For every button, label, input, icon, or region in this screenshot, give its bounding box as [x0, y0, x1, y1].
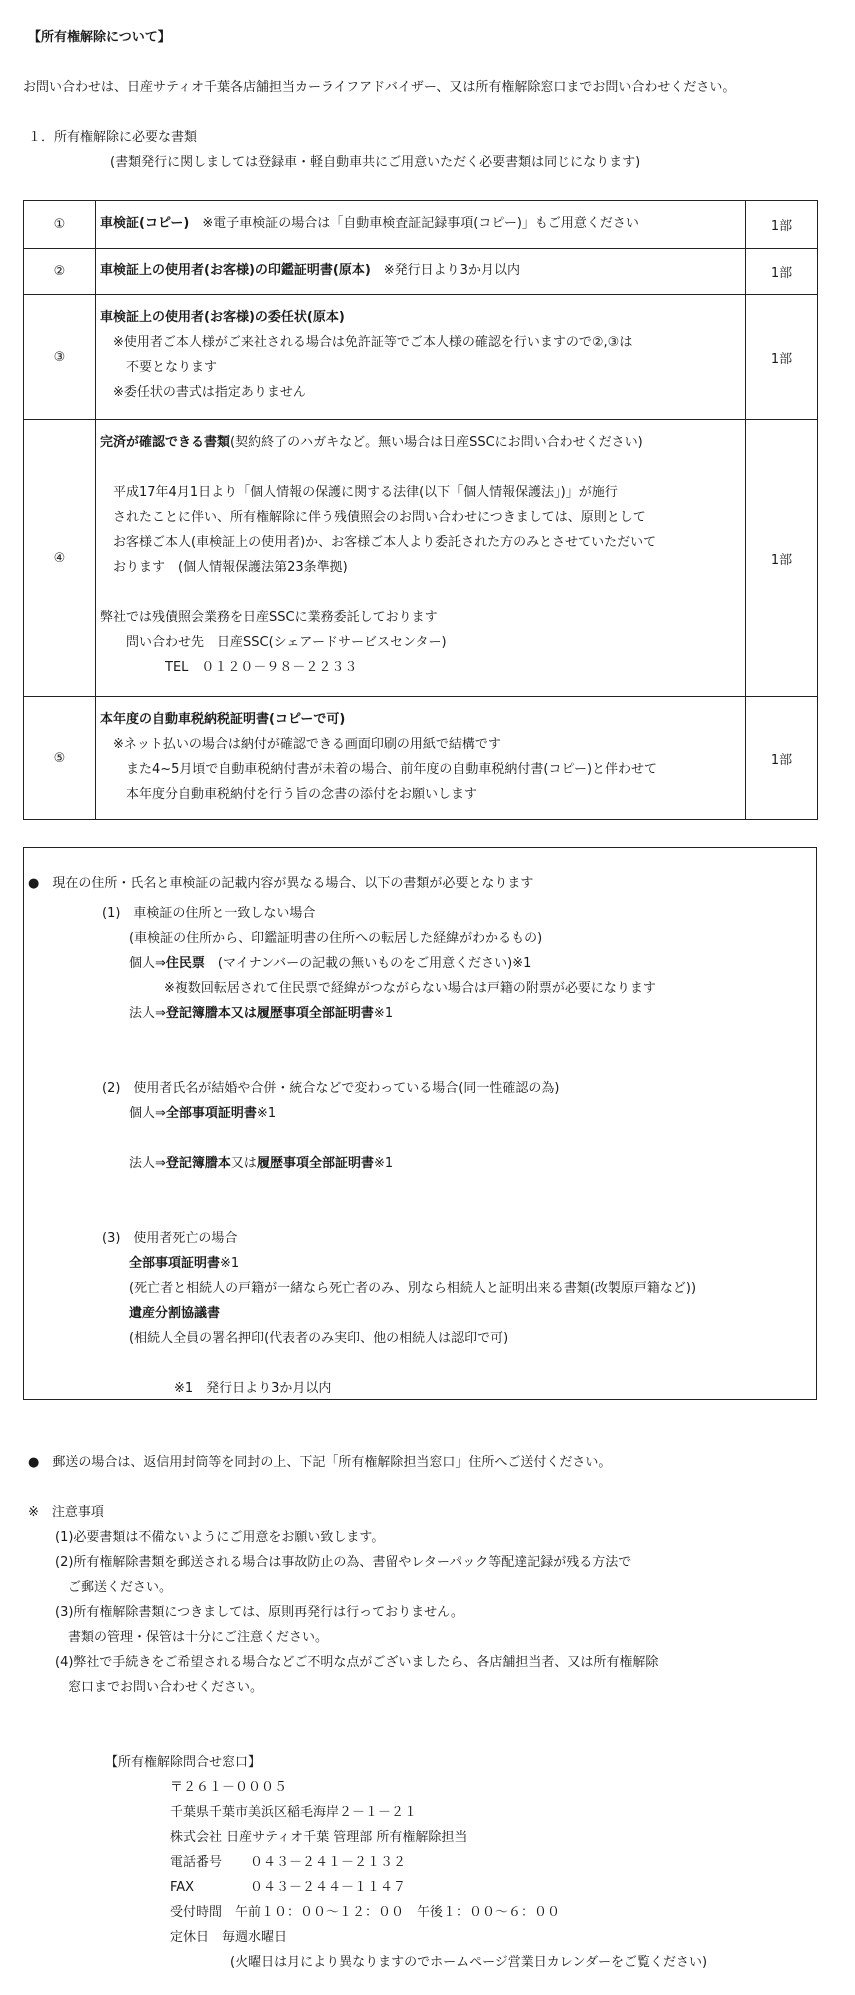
box-line-text: ※1: [373, 1156, 394, 1171]
box-line-text: (1) 車検証の住所と一致しない場合: [102, 906, 316, 921]
row-line: [100, 355, 745, 380]
contact-address: 千葉県千葉市美浜区稲毛海岸２－１－２１: [170, 1805, 418, 1820]
contact-fax: ０４３－２４４－１１４７: [250, 1880, 407, 1895]
row-count: 1部: [746, 249, 818, 295]
row-line: [100, 330, 745, 355]
row-line-text: TEL ０１２０－９８－２２３３: [100, 660, 358, 675]
box-line-text: (3) 使用者死亡の場合: [102, 1231, 238, 1246]
row-line-text: ※ネット払いの場合は納付が確認できる画面印刷の用紙で結構です: [100, 737, 501, 752]
note-item: ご郵送ください。: [55, 1580, 173, 1595]
contact-heading: 【所有権解除問合せ窓口】: [105, 1755, 262, 1770]
box-line-bold: 登記簿謄本: [165, 1156, 231, 1171]
box-line-text: ※1: [256, 1106, 277, 1121]
contact-tel: ０４３－２４１－２１３２: [250, 1855, 407, 1870]
contact-holiday-note: (火曜日は月により異なりますのでホームページ営業日カレンダーをご覧ください): [230, 1955, 708, 1970]
box-line-text: (相続人全員の署名押印(代表者のみ実印、他の相続人は認印で可): [129, 1331, 509, 1346]
contact-company: 株式会社 日産サティオ千葉 管理部 所有権解除担当: [170, 1830, 468, 1845]
note-item: 書類の管理・保管は十分にご注意ください。: [55, 1630, 329, 1645]
row-line-text: ※電子車検証の場合は「自動車検査証記録事項(コピー)」もご用意ください: [189, 216, 639, 231]
row-line: [100, 505, 745, 530]
box-line-text: ※複数回転居されて住民票で経緯がつながらない場合は戸籍の附票が必要になります: [164, 981, 656, 996]
box-line: [129, 1156, 393, 1172]
row-line-text: お客様ご本人(車検証上の使用者)か、お客様ご本人より委託された方のみとさせていただいて: [100, 535, 657, 550]
box-line-text: ※1: [373, 1006, 394, 1021]
row-line-text: 平成17年4月1日より「個人情報の保護に関する法律(以下「個人情報保護法」)」が施行: [100, 485, 618, 500]
box-line-text: (マイナンバーの記載の無いものをご用意ください)※1: [204, 956, 532, 971]
box-line: [129, 1331, 508, 1347]
row-line: [100, 211, 639, 237]
row-line-text: されたことに伴い、所有権解除に伴う残債照会のお問い合わせにつきましては、原則として: [100, 510, 646, 525]
contact-tel-label: 電話番号: [170, 1855, 223, 1870]
note-item: (4)弊社で手続きをご希望される場合などご不明な点がございましたら、各店舗担当者、又は所有権解除: [55, 1655, 659, 1670]
row-description: [96, 697, 746, 820]
contact-holiday: 定休日 毎週水曜日: [170, 1930, 288, 1945]
row-description: [96, 201, 746, 249]
row-line-text: 不要となります: [100, 360, 218, 375]
row-count: 1部: [746, 201, 818, 249]
row-number: ②: [24, 249, 96, 295]
box-line: [129, 1306, 220, 1322]
box-lead: ● 現在の住所・氏名と車検証の記載内容が異なる場合、以下の書類が必要となります: [28, 876, 534, 891]
box-line: [102, 1231, 237, 1247]
row-line: [100, 782, 745, 807]
table-row: [24, 249, 818, 295]
row-line: [100, 555, 745, 580]
box-line-text: (車検証の住所から、印鑑証明書の住所への転居した経緯がわかるもの): [129, 931, 543, 946]
row-count: 1部: [746, 295, 818, 420]
row-line-text: ※使用者ご本人様がご来社される場合は免許証等でご本人様の確認を行いますので②,③は: [100, 335, 633, 350]
row-line-bold: 完済が確認できる書類: [100, 435, 231, 450]
row-line-text: 弊社では残債照会業務を日産SSCに業務委託しております: [100, 610, 438, 625]
note-item: 窓口までお問い合わせください。: [55, 1680, 264, 1695]
row-line-bold: 本年度の自動車税納税証明書(コピーで可): [100, 712, 346, 727]
table-row: [24, 295, 818, 420]
box-line-text: 個人⇒: [129, 1106, 166, 1121]
row-line: [100, 530, 745, 555]
box-line-text: ※1: [220, 1256, 240, 1271]
box-line-text: 法人⇒: [129, 1156, 166, 1171]
note-item: (1)必要書類は不備ないようにご用意をお願い致します。: [55, 1530, 385, 1545]
intro-text: お問い合わせは、日産サティオ千葉各店舗担当カーライフアドバイザー、又は所有権解除窓口までお問い合わせください。: [23, 80, 736, 95]
contact-hours: 受付時間 午前１０：００～１２：００ 午後１：００～６：００: [170, 1905, 561, 1920]
row-line: [100, 455, 745, 480]
row-line-text: ※委任状の書式は指定ありません: [100, 385, 306, 400]
row-line-text: 問い合わせ先 日産SSC(シェアードサービスセンター): [100, 635, 447, 650]
table-row: [24, 201, 818, 249]
box-line: [129, 1256, 239, 1272]
box-line-text: 法人⇒: [129, 1006, 166, 1021]
row-line: [100, 757, 745, 782]
row-number: ⑤: [24, 697, 96, 820]
box-line-text: (死亡者と相続人の戸籍が一緒なら死亡者のみ、別なら相続人と証明出来る書類(改製原戸籍など)): [129, 1281, 697, 1296]
row-line: [100, 707, 745, 732]
box-line: [129, 956, 531, 972]
section-heading: １．所有権解除に必要な書類: [28, 130, 198, 145]
row-count: 1部: [746, 420, 818, 697]
box-line-bold: 履歴事項全部証明書: [256, 1156, 374, 1171]
row-line: [100, 430, 745, 455]
row-line-bold: 車検証上の使用者(お客様)の委任状(原本): [100, 310, 345, 325]
box-line-text: 又は: [230, 1156, 257, 1171]
table-row: [24, 697, 818, 820]
row-line-text: おります (個人情報保護法第23条準拠): [100, 560, 348, 575]
row-line: [100, 580, 745, 605]
mail-note: ● 郵送の場合は、返信用封筒等を同封の上、下記「所有権解除担当窓口」住所へご送付ください。: [28, 1455, 612, 1470]
row-line-text: また4~5月頃で自動車税納付書が未着の場合、前年度の自動車税納付書(コピー)と伴わせて: [100, 762, 658, 777]
box-line: [129, 931, 542, 947]
box-line: [102, 906, 315, 922]
contact-postal: 〒２６１－０００５: [170, 1780, 288, 1795]
row-line: [100, 480, 745, 505]
box-line-bold: 遺産分割協議書: [129, 1306, 221, 1321]
box-line-bold: 登記簿謄本又は履歴事項全部証明書: [165, 1006, 374, 1021]
notes-heading: ※ 注意事項: [28, 1505, 104, 1520]
box-line: [174, 1381, 331, 1397]
row-number: ①: [24, 201, 96, 249]
row-line-text: ※発行日より3か月以内: [370, 263, 520, 278]
row-line: [100, 732, 745, 757]
box-line: [102, 1081, 559, 1097]
row-line: [100, 380, 745, 405]
row-line: [100, 630, 745, 655]
row-description: [96, 420, 746, 697]
address-change-box: [23, 847, 817, 1400]
page-title: 【所有権解除について】: [28, 30, 171, 45]
box-line: [129, 1106, 276, 1122]
required-documents-table: [23, 200, 818, 820]
row-description: [96, 295, 746, 420]
row-number: ④: [24, 420, 96, 697]
row-number: ③: [24, 295, 96, 420]
box-line-bold: 全部事項証明書: [129, 1256, 221, 1271]
row-line-bold: 車検証上の使用者(お客様)の印鑑証明書(原本): [100, 263, 371, 278]
row-line: [100, 655, 745, 680]
box-line-text: (2) 使用者氏名が結婚や合併・統合などで変わっている場合(同一性確認の為): [102, 1081, 560, 1096]
section-note: (書類発行に関しましては登録車・軽自動車共にご用意いただく必要書類は同じになります): [110, 155, 641, 170]
row-line-bold: 車検証(コピー): [100, 216, 190, 231]
note-item: (3)所有権解除書類につきましては、原則再発行は行っておりません。: [55, 1605, 464, 1620]
row-line-text: 本年度分自動車税納付を行う旨の念書の添付をお願いします: [100, 787, 478, 802]
box-line: [164, 981, 656, 997]
note-item: (2)所有権解除書類を郵送される場合は事故防止の為、書留やレターパック等配達記録が残る方法で: [55, 1555, 632, 1570]
box-line-bold: 全部事項証明書: [165, 1106, 257, 1121]
box-line: [129, 1006, 393, 1022]
row-description: [96, 249, 746, 295]
row-count: 1部: [746, 697, 818, 820]
box-line-text: ※1 発行日より3か月以内: [174, 1381, 332, 1396]
row-line: [100, 605, 745, 630]
contact-fax-label: FAX: [170, 1880, 195, 1895]
row-line: [100, 305, 745, 330]
box-line-text: 個人⇒: [129, 956, 166, 971]
table-row: [24, 420, 818, 697]
row-line: [100, 258, 520, 284]
box-line: [129, 1281, 696, 1297]
box-line-bold: 住民票: [165, 956, 205, 971]
row-line-text: (契約終了のハガキなど。無い場合は日産SSCにお問い合わせください): [230, 435, 643, 450]
